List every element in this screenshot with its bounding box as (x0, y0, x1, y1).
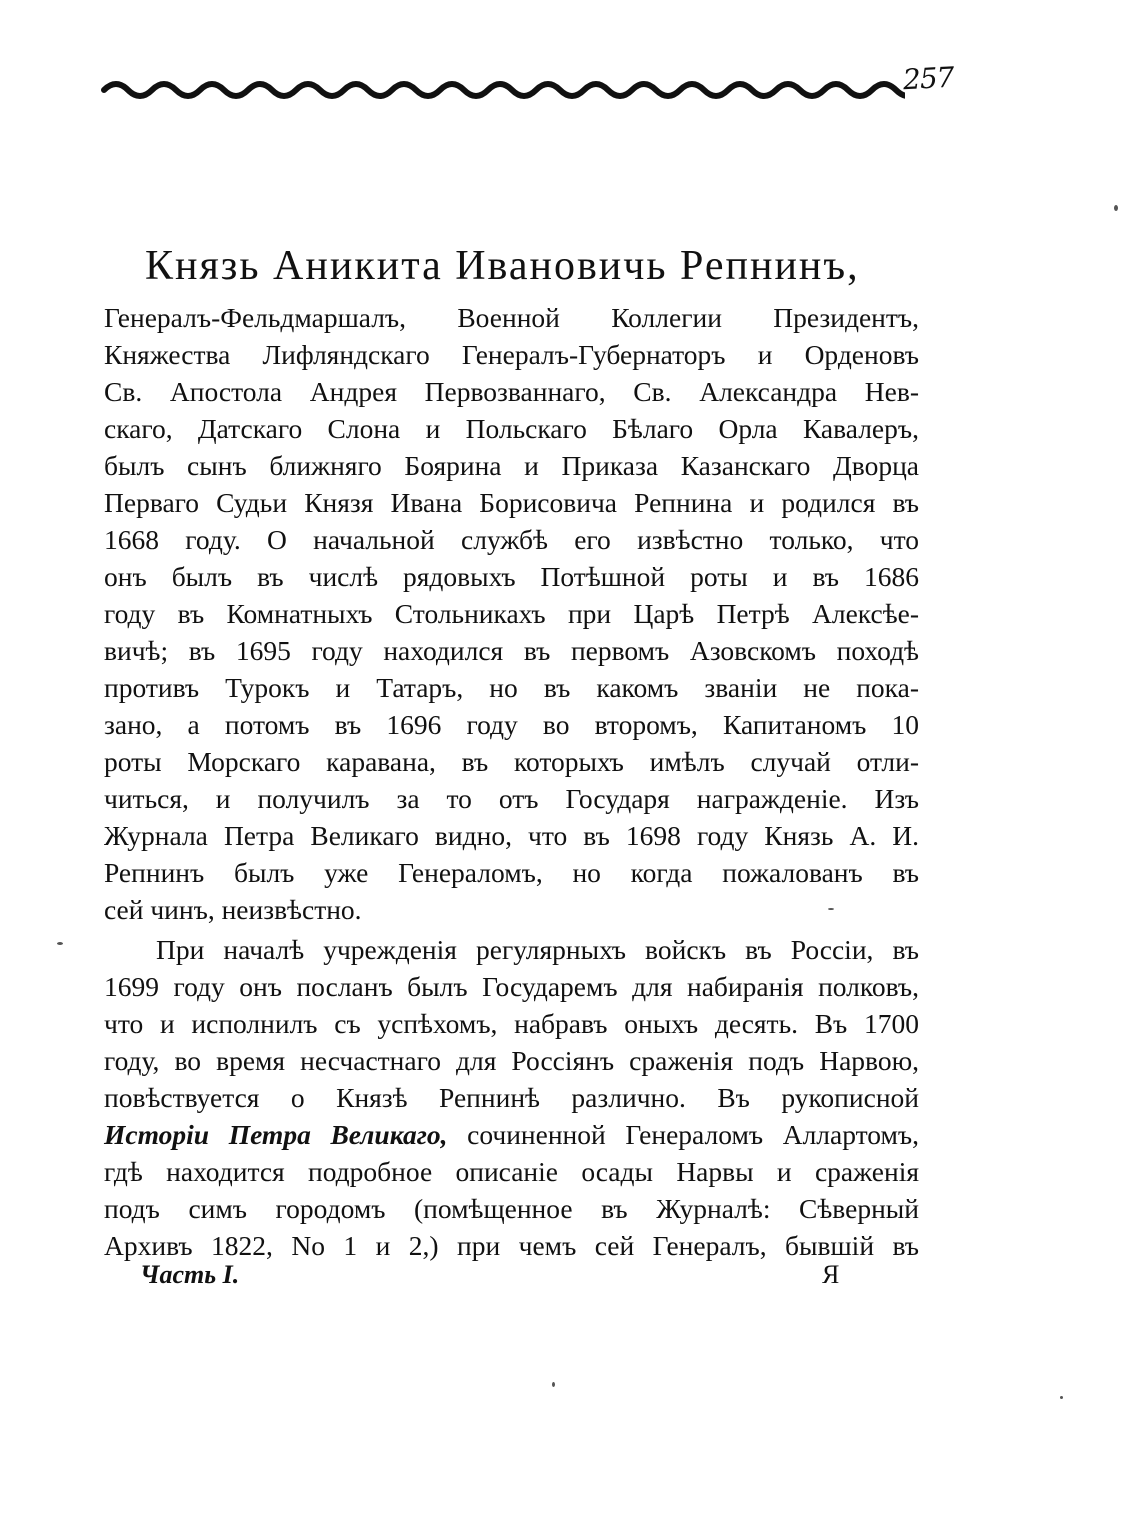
text-line: 1668 году. О начальной службѣ его извѣстно только, что (104, 524, 919, 555)
text-line: гдѣ находится подробное описаніе осады Нарвы и сраженія (104, 1156, 919, 1187)
italic-book-title: Исторіи Петра Великаго, (104, 1119, 448, 1150)
scan-speck (1114, 205, 1118, 211)
text-line: году, во время несчастнаго для Россіянъ сраженія подъ Нарвою, (104, 1045, 919, 1076)
text-line: 1699 году онъ посланъ былъ Государемъ для набиранія полковъ, (104, 971, 919, 1002)
scan-speck (828, 908, 834, 910)
text-line: повѣствуется о Князѣ Репнинѣ различно. Въ рукописной (104, 1082, 919, 1113)
text-line: противъ Турокъ и Татаръ, но въ какомъ званіи не пока- (104, 672, 919, 703)
wavy-ornament-rule (100, 72, 905, 108)
scan-speck (57, 942, 63, 945)
text-line: Архивъ 1822, No 1 и 2,) при чемъ сей Генералъ, бывшій въ (104, 1230, 919, 1261)
text-line: году въ Комнатныхъ Стольникахъ при Царѣ Петрѣ Алексѣе- (104, 598, 919, 629)
text-span: сочиненной Генераломъ Аллартомъ, (447, 1119, 919, 1150)
text-line: зано, а потомъ въ 1696 году во второмъ, Капитаномъ 10 (104, 709, 919, 740)
text-line (104, 1119, 919, 1151)
text-line: роты Морскаго каравана, въ которыхъ имѣлъ случай отли- (104, 746, 919, 777)
text-line: подъ симъ городомъ (помѣщенное въ Журналѣ: Сѣверный (104, 1193, 919, 1224)
text-line: Репнинъ былъ уже Генераломъ, но когда пожалованъ въ (104, 857, 919, 888)
text-line: Перваго Судьи Князя Ивана Борисовича Репнина и родился въ (104, 487, 919, 518)
text-line: Журнала Петра Великаго видно, что въ 1698 году Князь А. И. (104, 820, 919, 851)
scan-speck (552, 1382, 555, 1387)
text-line: былъ сынъ ближняго Боярина и Приказа Казанскаго Дворца (104, 450, 919, 481)
text-line: Генералъ-Фельдмаршалъ, Военной Коллегии Президентъ, (104, 302, 919, 333)
scan-speck (1060, 1396, 1063, 1399)
part-label: Часть I. (140, 1260, 240, 1289)
page-number: 257 (902, 60, 955, 97)
page-title: Князь Аникита Ивановичь Репнинъ, (145, 243, 860, 289)
text-line: читься, и получилъ за то отъ Государя награжденіе. Изъ (104, 783, 919, 814)
text-line: вичѣ; въ 1695 году находился въ первомъ Азовскомъ походѣ (104, 635, 919, 666)
text-line: сей чинъ, неизвѣстно. (104, 894, 362, 925)
text-line: Княжества Лифляндскаго Генералъ-Губернаторъ и Орденовъ (104, 339, 919, 370)
text-line: онъ былъ въ числѣ рядовыхъ Потѣшной роты и въ 1686 (104, 561, 919, 592)
signature-mark: Я (822, 1260, 840, 1289)
text-line: что и исполнилъ съ успѣхомъ, набравъ оныхъ десять. Въ 1700 (104, 1008, 919, 1039)
text-line: Св. Апостола Андрея Первозваннаго, Св. Александра Нев- (104, 376, 919, 407)
text-line: скаго, Датскаго Слона и Польскаго Бѣлаго Орла Кавалеръ, (104, 413, 919, 444)
text-line: При началѣ учрежденія регулярныхъ войскъ въ Россіи, въ (156, 934, 919, 965)
